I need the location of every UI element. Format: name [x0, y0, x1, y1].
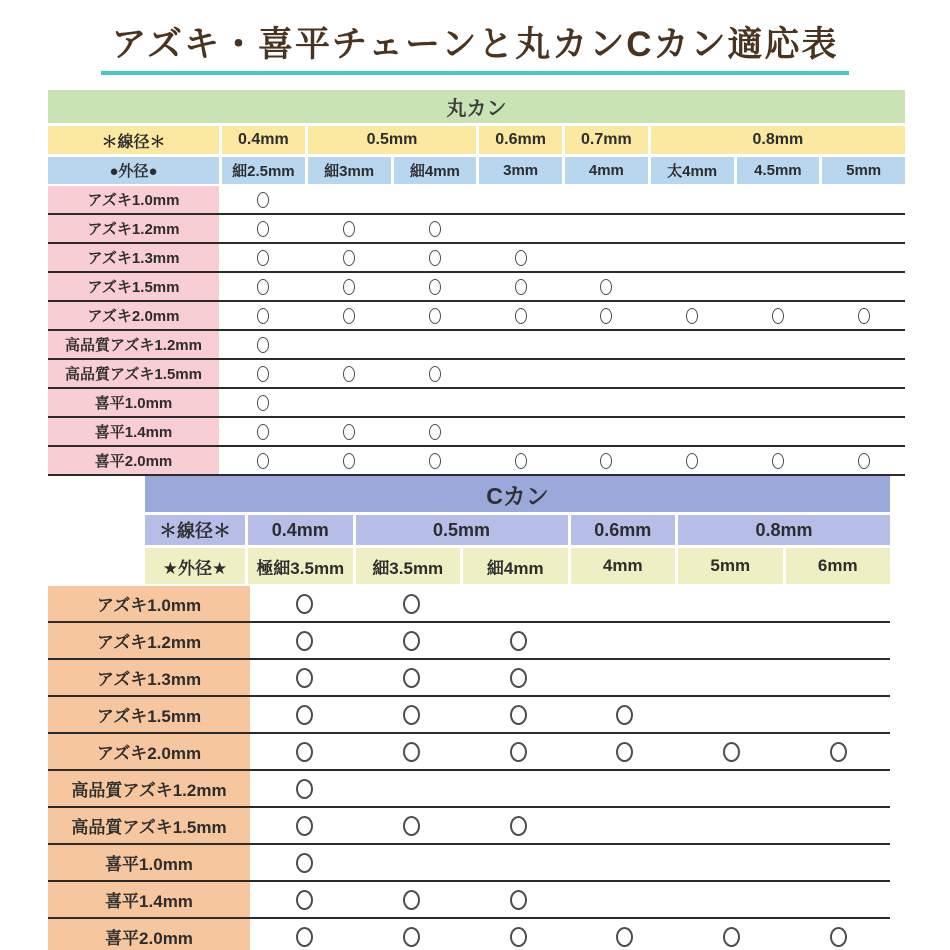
compat-cell [308, 215, 391, 242]
chain-row [48, 919, 890, 950]
compat-circle-icon [343, 308, 355, 324]
compat-cell [573, 623, 677, 658]
compat-circle-icon [296, 742, 313, 762]
chain-row [48, 273, 905, 302]
wire-diameter-value: 0.4mm [222, 126, 305, 154]
compat-circle-icon [772, 453, 784, 469]
compat-circle-icon [686, 308, 698, 324]
compat-circle-icon [403, 668, 420, 688]
compat-cell [680, 586, 784, 621]
chain-row [48, 660, 890, 697]
compat-cell [394, 418, 477, 445]
compat-cell [253, 882, 357, 917]
maru-data-rows [48, 186, 905, 476]
compat-cell [565, 418, 648, 445]
compat-circle-icon [510, 927, 527, 947]
chain-row [48, 389, 905, 418]
compat-cell [680, 845, 784, 880]
compat-circle-icon [616, 927, 633, 947]
compat-cell [822, 418, 905, 445]
compat-circle-icon [830, 927, 847, 947]
compat-cell [573, 919, 677, 950]
compat-circle-icon [510, 631, 527, 651]
chain-label: アズキ1.3mm [48, 660, 250, 695]
chain-row [48, 244, 905, 273]
compat-circle-icon [343, 250, 355, 266]
compat-circle-icon [723, 927, 740, 947]
compat-cell [822, 186, 905, 213]
compat-cell [253, 771, 357, 806]
chain-label: 喜平2.0mm [48, 447, 219, 474]
chain-row [48, 418, 905, 447]
compat-cell [222, 186, 305, 213]
compat-circle-icon [429, 279, 441, 295]
compat-cell [680, 919, 784, 950]
compat-cell [394, 273, 477, 300]
compat-circle-icon [600, 453, 612, 469]
compat-circle-icon [296, 705, 313, 725]
compat-cell [394, 186, 477, 213]
wire-diameter-value: 0.6mm [571, 515, 676, 545]
compat-circle-icon [343, 453, 355, 469]
compat-cell [360, 882, 464, 917]
compat-cell [479, 389, 562, 416]
compat-cell [222, 302, 305, 329]
compat-cell [822, 273, 905, 300]
compat-cell [308, 244, 391, 271]
wire-diameter-value: 0.8mm [651, 126, 905, 154]
compat-circle-icon [343, 279, 355, 295]
compat-circle-icon [403, 890, 420, 910]
outer-diameter-label: ●外径● [48, 157, 219, 184]
compat-cell [651, 186, 734, 213]
compat-cell [360, 623, 464, 658]
compat-cell [565, 331, 648, 358]
compat-circle-icon [343, 366, 355, 382]
compat-circle-icon [515, 308, 527, 324]
compat-cell [394, 302, 477, 329]
c-outer-diameter-row [145, 548, 890, 584]
compat-circle-icon [429, 424, 441, 440]
maru-kan-table [0, 90, 950, 476]
compat-cell [222, 389, 305, 416]
wire-diameter-value: 0.5mm [308, 126, 477, 154]
compat-circle-icon [403, 742, 420, 762]
compat-cell [822, 389, 905, 416]
compat-circle-icon [257, 366, 269, 382]
compat-circle-icon [296, 631, 313, 651]
outer-diameter-value: 6mm [786, 548, 891, 584]
chain-label: 喜平1.0mm [48, 389, 219, 416]
compat-cell [565, 215, 648, 242]
compat-cell [786, 734, 890, 769]
wire-diameter-value: 0.8mm [678, 515, 890, 545]
compat-cell [737, 360, 820, 387]
compat-circle-icon [257, 192, 269, 208]
compat-circle-icon [296, 890, 313, 910]
compat-cell [253, 586, 357, 621]
compat-circle-icon [429, 366, 441, 382]
compat-cell [680, 882, 784, 917]
chain-row [48, 882, 890, 919]
compat-cell [466, 882, 570, 917]
compat-circle-icon [403, 816, 420, 836]
compat-cell [737, 331, 820, 358]
chain-label: アズキ2.0mm [48, 734, 250, 769]
compat-cell [651, 447, 734, 474]
compat-cell [822, 215, 905, 242]
chain-row [48, 360, 905, 389]
compat-circle-icon [296, 927, 313, 947]
compat-cell [651, 389, 734, 416]
maru-outer-diameter-row [48, 157, 905, 184]
compat-cell [308, 302, 391, 329]
compat-cell [786, 919, 890, 950]
compat-cell [651, 302, 734, 329]
compat-cell [466, 660, 570, 695]
compat-cell [680, 771, 784, 806]
chain-row [48, 845, 890, 882]
compat-circle-icon [257, 424, 269, 440]
chain-label: アズキ1.0mm [48, 186, 219, 213]
compat-circle-icon [257, 308, 269, 324]
wire-diameter-label: ＊線径＊ [48, 126, 219, 154]
compat-cell [651, 273, 734, 300]
compat-circle-icon [616, 742, 633, 762]
compat-cell [466, 734, 570, 769]
chain-row [48, 447, 905, 476]
compat-circle-icon [515, 453, 527, 469]
compat-cell [573, 808, 677, 843]
outer-diameter-value: 細4mm [394, 157, 477, 184]
chain-row [48, 623, 890, 660]
compat-circle-icon [772, 308, 784, 324]
compat-cell [565, 447, 648, 474]
compat-cell [394, 447, 477, 474]
compat-cell [565, 302, 648, 329]
compat-circle-icon [403, 594, 420, 614]
compat-cell [822, 447, 905, 474]
chain-row [48, 186, 905, 215]
compat-circle-icon [510, 742, 527, 762]
compat-cell [822, 244, 905, 271]
chain-label: アズキ1.2mm [48, 623, 250, 658]
maru-wire-diameter-row [48, 126, 905, 154]
compat-cell [394, 244, 477, 271]
compat-circle-icon [510, 890, 527, 910]
compat-cell [651, 418, 734, 445]
compat-circle-icon [257, 221, 269, 237]
chain-label: 高品質アズキ1.5mm [48, 808, 250, 843]
chain-label: アズキ2.0mm [48, 302, 219, 329]
chain-label: 喜平1.0mm [48, 845, 250, 880]
compat-cell [308, 360, 391, 387]
compat-circle-icon [429, 308, 441, 324]
compat-circle-icon [403, 927, 420, 947]
compat-circle-icon [429, 250, 441, 266]
compat-cell [308, 418, 391, 445]
compat-cell [479, 360, 562, 387]
chain-label: 喜平1.4mm [48, 882, 250, 917]
compat-cell [565, 186, 648, 213]
compat-cell [680, 734, 784, 769]
outer-diameter-value: 3mm [479, 157, 562, 184]
outer-diameter-value: 4mm [571, 548, 676, 584]
compat-cell [573, 882, 677, 917]
chain-label: アズキ1.5mm [48, 697, 250, 732]
compat-cell [466, 586, 570, 621]
compat-circle-icon [515, 279, 527, 295]
compat-cell [360, 808, 464, 843]
compat-circle-icon [296, 594, 313, 614]
outer-diameter-value: 4.5mm [737, 157, 820, 184]
compat-cell [786, 845, 890, 880]
compat-cell [466, 697, 570, 732]
compat-cell [308, 331, 391, 358]
wire-diameter-value: 0.5mm [356, 515, 568, 545]
maru-kan-table-title: 丸カン [48, 90, 905, 123]
chain-label: アズキ1.2mm [48, 215, 219, 242]
compat-circle-icon [296, 853, 313, 873]
compat-cell [565, 360, 648, 387]
chain-label: 喜平2.0mm [48, 919, 250, 950]
compat-cell [737, 273, 820, 300]
compat-cell [479, 215, 562, 242]
compat-cell [466, 771, 570, 806]
outer-diameter-value: 細4mm [463, 548, 568, 584]
compat-cell [394, 389, 477, 416]
compat-cell [680, 697, 784, 732]
compat-cell [565, 244, 648, 271]
compat-circle-icon [343, 221, 355, 237]
compat-cell [308, 273, 391, 300]
compat-cell [786, 660, 890, 695]
chain-label: 高品質アズキ1.5mm [48, 360, 219, 387]
compat-cell [394, 331, 477, 358]
compat-cell [360, 771, 464, 806]
compat-cell [737, 389, 820, 416]
compat-cell [253, 734, 357, 769]
compat-cell [786, 771, 890, 806]
compat-circle-icon [510, 705, 527, 725]
compat-circle-icon [343, 424, 355, 440]
compat-circle-icon [600, 308, 612, 324]
compat-cell [360, 697, 464, 732]
compat-cell [308, 389, 391, 416]
chain-row [48, 215, 905, 244]
chain-label: アズキ1.3mm [48, 244, 219, 271]
compat-cell [222, 273, 305, 300]
chain-label: 高品質アズキ1.2mm [48, 771, 250, 806]
chain-row [48, 697, 890, 734]
compat-cell [680, 808, 784, 843]
wire-diameter-value: 0.4mm [248, 515, 353, 545]
compat-cell [651, 331, 734, 358]
c-wire-diameter-row [145, 515, 890, 545]
chain-row [48, 734, 890, 771]
compat-cell [786, 882, 890, 917]
compat-circle-icon [686, 453, 698, 469]
compat-cell [565, 389, 648, 416]
compat-cell [479, 447, 562, 474]
c-kan-table-title: Cカン [145, 476, 890, 512]
chain-label: アズキ1.0mm [48, 586, 250, 621]
compat-cell [466, 808, 570, 843]
chain-label: アズキ1.5mm [48, 273, 219, 300]
compat-circle-icon [510, 816, 527, 836]
chain-row [48, 586, 890, 623]
compat-cell [786, 697, 890, 732]
compat-cell [253, 697, 357, 732]
compat-cell [573, 734, 677, 769]
compat-cell [786, 808, 890, 843]
outer-diameter-value: 極細3.5mm [248, 548, 353, 584]
compat-cell [394, 360, 477, 387]
compat-circle-icon [296, 668, 313, 688]
compat-cell [573, 697, 677, 732]
compat-circle-icon [257, 453, 269, 469]
compat-circle-icon [403, 705, 420, 725]
wire-diameter-value: 0.7mm [565, 126, 648, 154]
compat-cell [466, 919, 570, 950]
compat-cell [479, 273, 562, 300]
compat-cell [222, 360, 305, 387]
wire-diameter-label: ＊線径＊ [145, 515, 245, 545]
compat-circle-icon [600, 279, 612, 295]
compat-cell [573, 845, 677, 880]
compat-cell [222, 418, 305, 445]
compat-cell [479, 244, 562, 271]
compat-cell [253, 845, 357, 880]
outer-diameter-value: 4mm [565, 157, 648, 184]
compat-circle-icon [296, 816, 313, 836]
compat-cell [253, 623, 357, 658]
compat-cell [822, 302, 905, 329]
compat-cell [737, 186, 820, 213]
compat-cell [651, 244, 734, 271]
compat-cell [786, 586, 890, 621]
compat-cell [737, 302, 820, 329]
page-title [0, 24, 950, 75]
compat-cell [822, 360, 905, 387]
c-kan-table [0, 476, 950, 950]
compat-circle-icon [257, 250, 269, 266]
compat-cell [479, 418, 562, 445]
compat-cell [573, 660, 677, 695]
compat-cell [479, 331, 562, 358]
compat-cell [822, 331, 905, 358]
compat-cell [466, 845, 570, 880]
compat-cell [360, 845, 464, 880]
compat-cell [466, 623, 570, 658]
compat-circle-icon [830, 742, 847, 762]
outer-diameter-value: 細3.5mm [356, 548, 461, 584]
compat-cell [222, 447, 305, 474]
chain-label: 喜平1.4mm [48, 418, 219, 445]
chain-row [48, 331, 905, 360]
outer-diameter-label: ★外径★ [145, 548, 245, 584]
compat-cell [479, 302, 562, 329]
compat-circle-icon [858, 453, 870, 469]
compat-circle-icon [429, 221, 441, 237]
compat-cell [308, 447, 391, 474]
compat-circle-icon [510, 668, 527, 688]
compat-circle-icon [257, 337, 269, 353]
compat-cell [651, 360, 734, 387]
compat-cell [360, 660, 464, 695]
compat-cell [222, 331, 305, 358]
compat-circle-icon [257, 395, 269, 411]
compat-cell [253, 919, 357, 950]
outer-diameter-value: 細3mm [308, 157, 391, 184]
chain-row [48, 808, 890, 845]
page-title-text: アズキ・喜平チェーンと丸カンCカン適応表 [101, 24, 848, 75]
compat-cell [565, 273, 648, 300]
compatibility-sheet [0, 24, 950, 950]
compat-cell [737, 215, 820, 242]
c-data-rows [48, 586, 890, 950]
compat-cell [651, 215, 734, 242]
compat-cell [737, 244, 820, 271]
compat-cell [222, 215, 305, 242]
compat-circle-icon [858, 308, 870, 324]
compat-cell [680, 660, 784, 695]
wire-diameter-value: 0.6mm [479, 126, 562, 154]
compat-cell [253, 660, 357, 695]
chain-row [48, 302, 905, 331]
compat-circle-icon [296, 779, 313, 799]
compat-cell [573, 771, 677, 806]
chain-row [48, 771, 890, 808]
compat-cell [573, 586, 677, 621]
compat-cell [222, 244, 305, 271]
compat-circle-icon [723, 742, 740, 762]
compat-cell [360, 919, 464, 950]
compat-cell [253, 808, 357, 843]
compat-circle-icon [515, 250, 527, 266]
compat-cell [680, 623, 784, 658]
compat-cell [786, 623, 890, 658]
compat-cell [360, 586, 464, 621]
compat-circle-icon [257, 279, 269, 295]
compat-circle-icon [616, 705, 633, 725]
compat-cell [308, 186, 391, 213]
outer-diameter-value: 5mm [822, 157, 905, 184]
chain-label: 高品質アズキ1.2mm [48, 331, 219, 358]
compat-circle-icon [429, 453, 441, 469]
outer-diameter-value: 細2.5mm [222, 157, 305, 184]
compat-cell [479, 186, 562, 213]
outer-diameter-value: 5mm [678, 548, 783, 584]
compat-cell [360, 734, 464, 769]
compat-cell [737, 418, 820, 445]
outer-diameter-value: 太4mm [651, 157, 734, 184]
compat-cell [737, 447, 820, 474]
compat-circle-icon [403, 631, 420, 651]
compat-cell [394, 215, 477, 242]
